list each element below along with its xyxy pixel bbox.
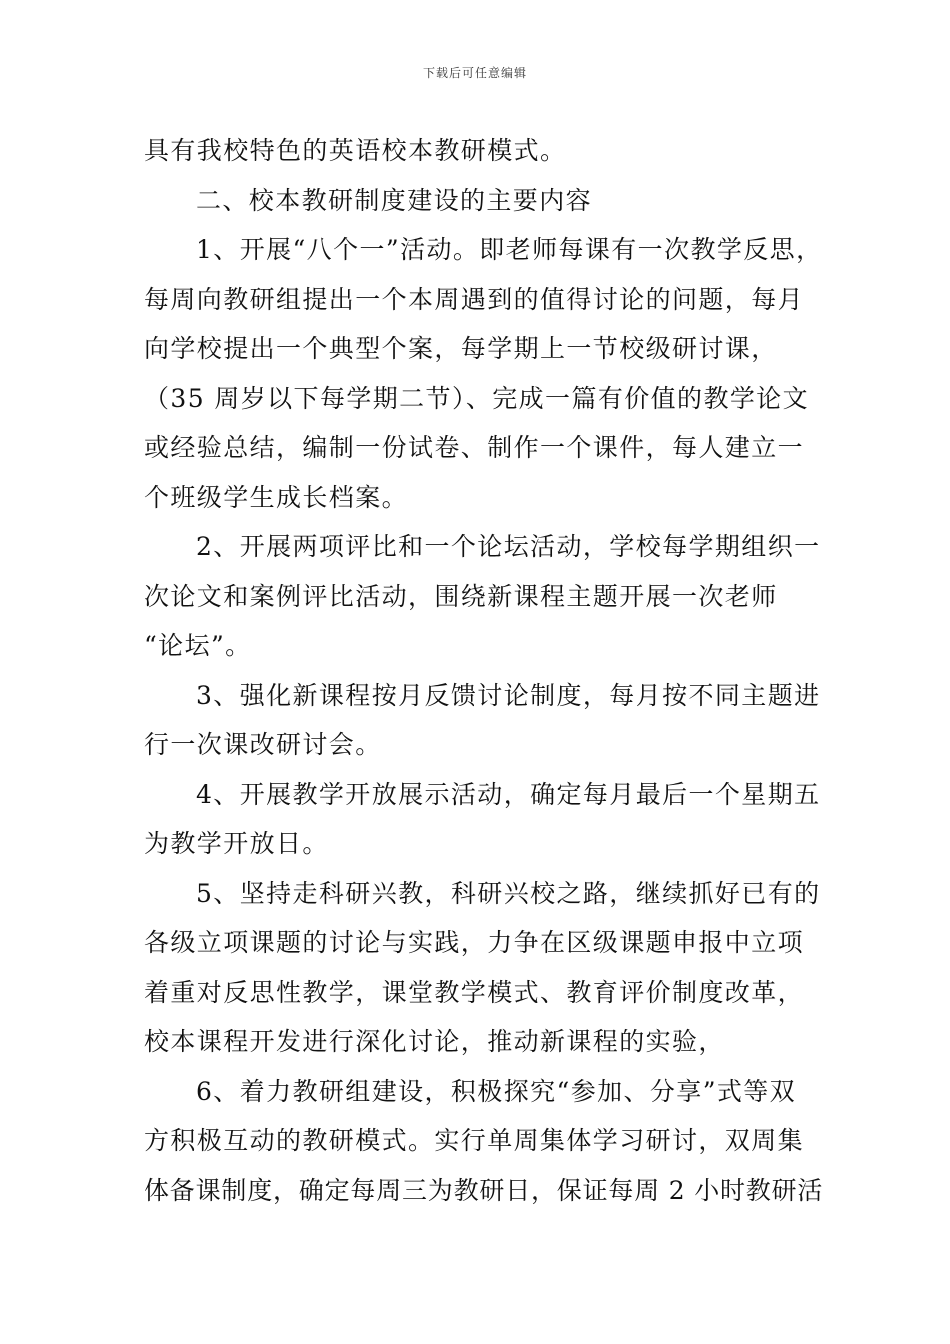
document-body [144,126,824,1215]
text-line: 3、强化新课程按月反馈讨论制度，每月按不同主题进 [196,680,821,710]
text-line: 体备课制度，确定每周三为教研日，保证每周 2 小时教研活 [144,1175,824,1205]
text-line: 6、着力教研组建设，积极探究“参加、分享”式等双 [196,1076,797,1106]
text-line: 个班级学生成长档案。 [144,482,409,512]
text-line: 每周向教研组提出一个本周遇到的值得讨论的问题，每月 [144,284,805,314]
text-line: 5、坚持走科研兴教，科研兴校之路，继续抓好已有的 [196,878,821,908]
text-line: 各级立项课题的讨论与实践，力争在区级课题申报中立项 [144,928,805,957]
text-line: 4、开展教学开放展示活动，确定每月最后一个星期五 [196,779,821,809]
text-line: 向学校提出一个典型个案，每学期上一节校级研讨课， [144,334,778,363]
text-line: 行一次课改研讨会。 [144,730,382,759]
text-line: 着重对反思性教学，课堂教学模式、教育评价制度改革， [144,977,805,1007]
text-line: 为教学开放日。 [144,829,329,858]
page-header: 下载后可任意编辑 [422,66,527,80]
text-line: （35 周岁以下每学期二节）、完成一篇有价值的教学论文 [144,383,810,413]
text-line: 或经验总结，编制一份试卷、制作一个课件，每人建立一 [144,433,805,462]
text-line: 校本课程开发进行深化讨论，推动新课程的实验， [144,1027,725,1056]
text-line: 二、校本教研制度建设的主要内容 [196,185,593,215]
text-line: 具有我校特色的英语校本教研模式。 [144,136,567,165]
text-line: 次论文和案例评比活动，围绕新课程主题开展一次老师 [144,581,778,611]
text-line: 1、开展“八个一”活动。即老师每课有一次教学反思， [196,235,823,264]
text-line: “论坛”。 [144,631,252,660]
text-line: 2、开展两项评比和一个论坛活动，学校每学期组织一 [196,532,821,561]
text-line: 方积极互动的教研模式。实行单周集体学习研讨，双周集 [144,1126,805,1155]
